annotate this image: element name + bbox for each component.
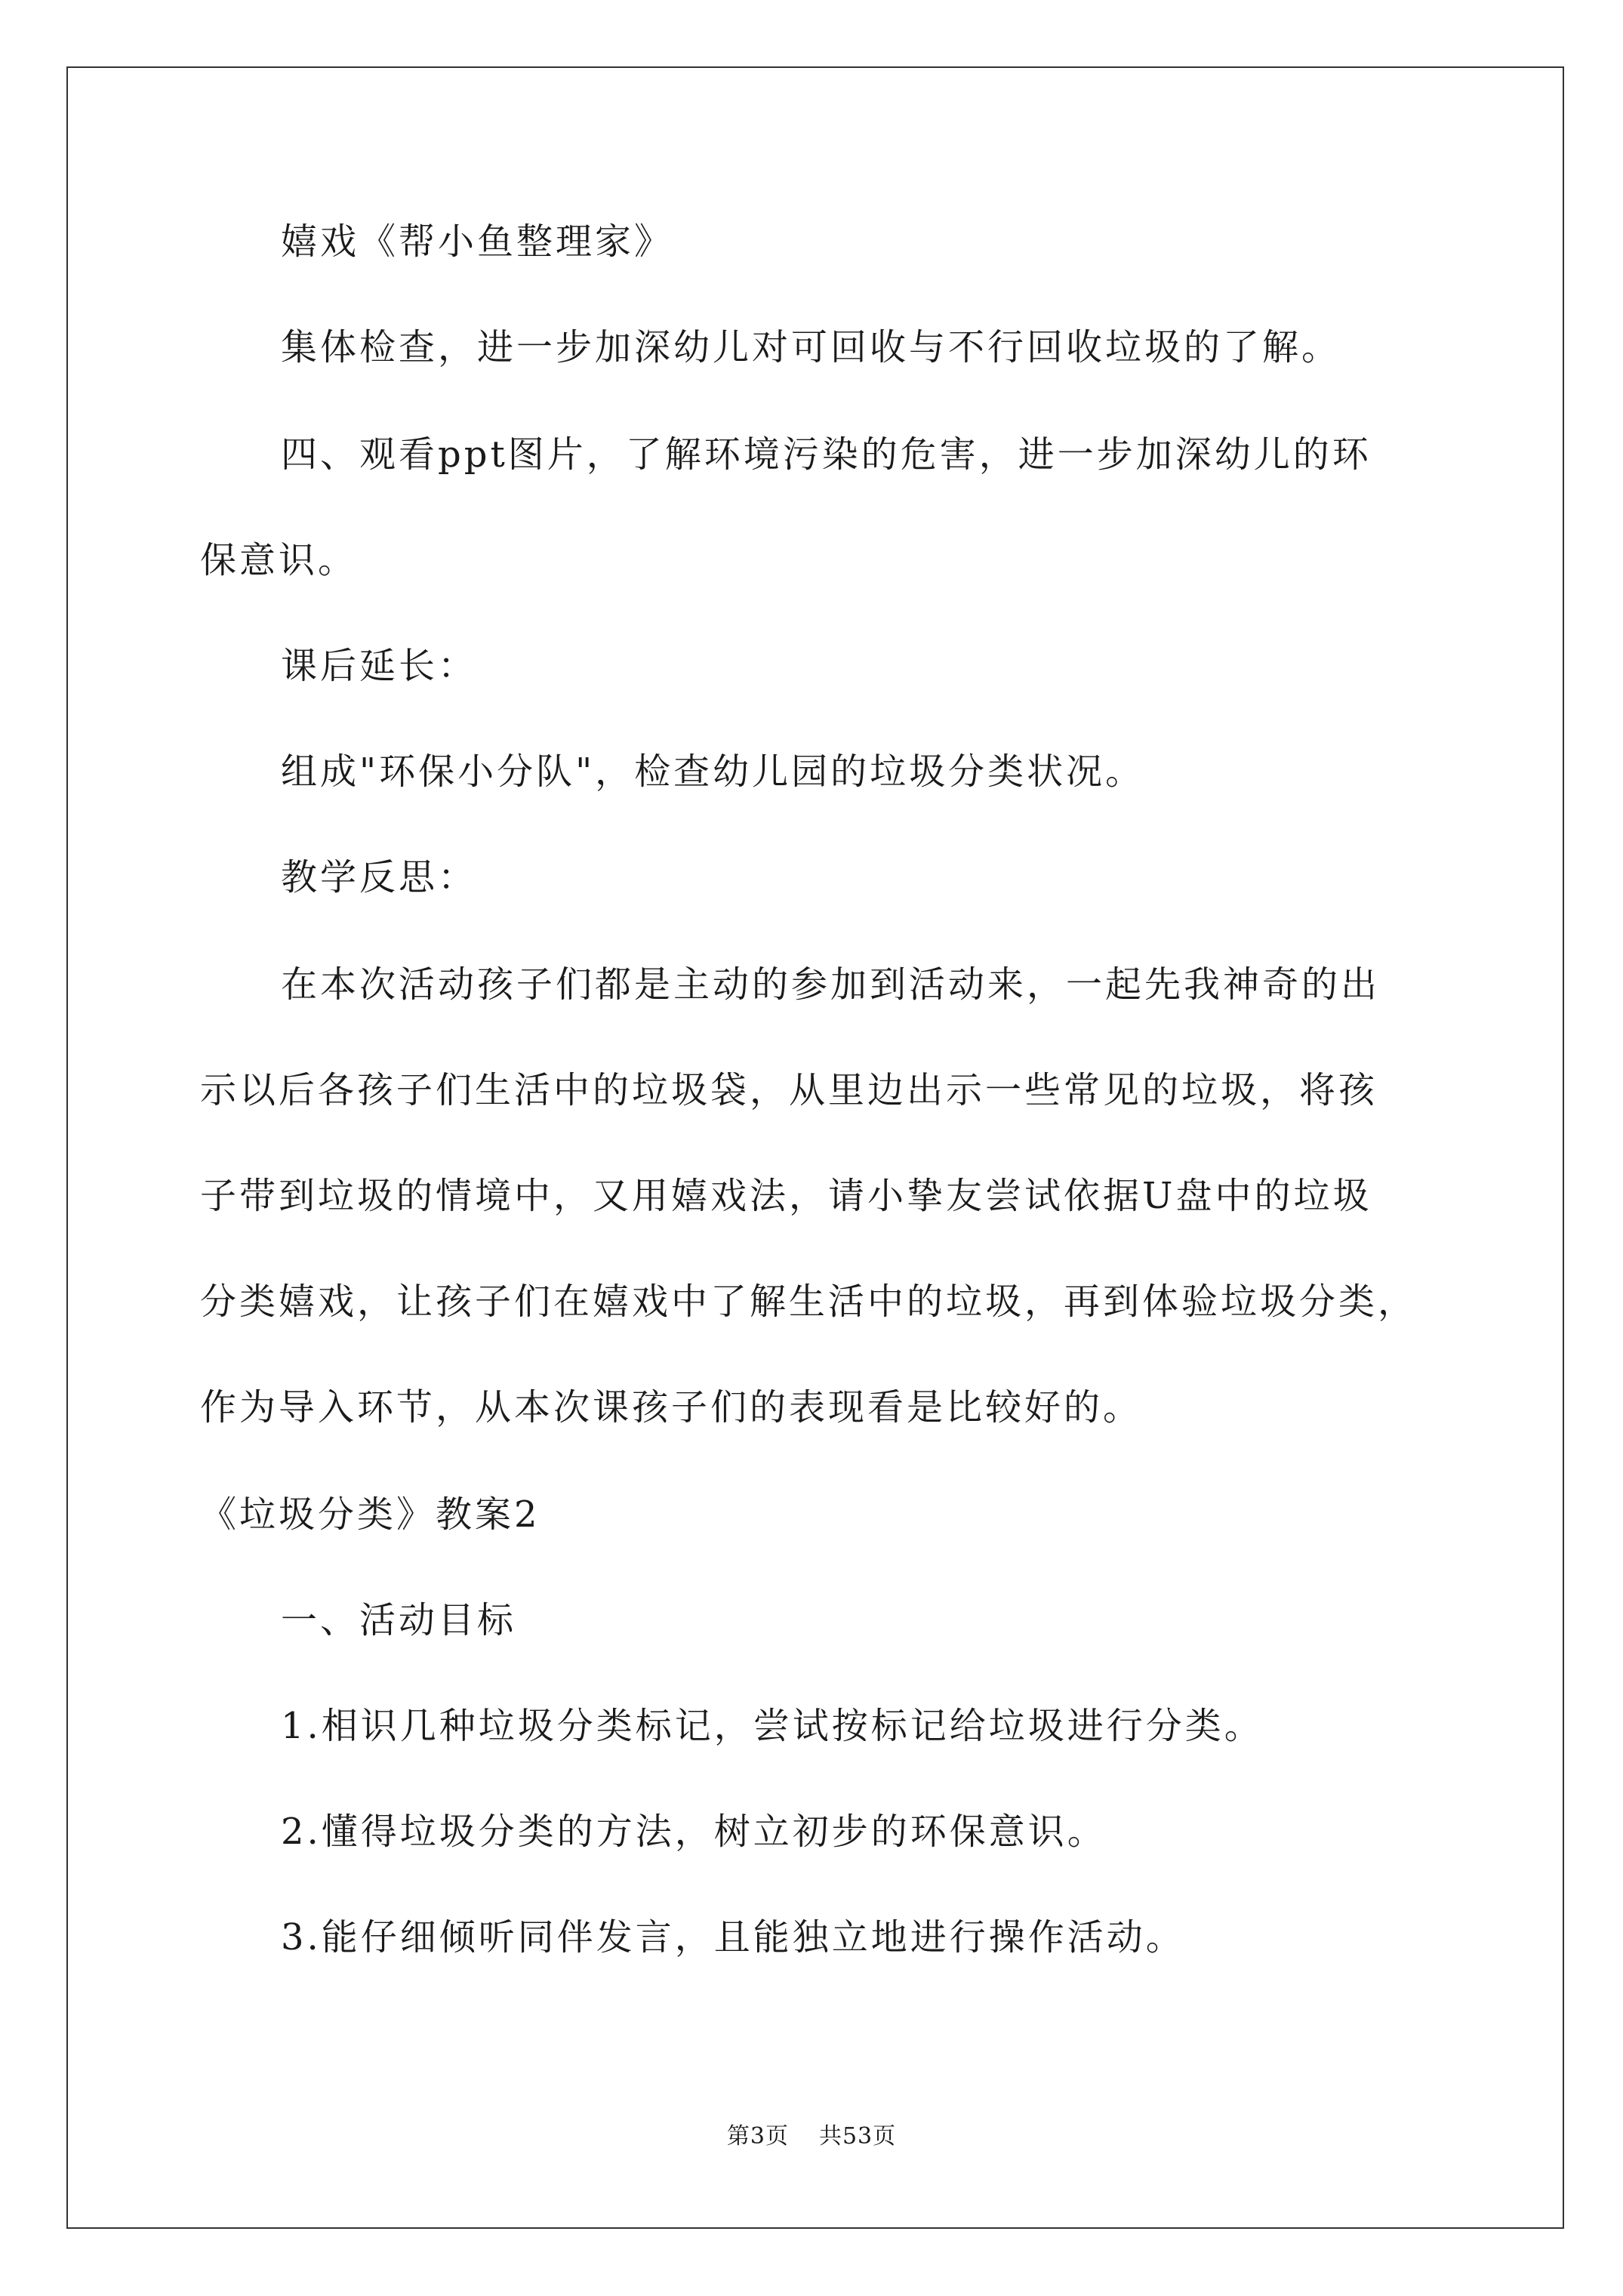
paragraph: 保意识。 [200, 539, 358, 581]
list-item: 1.相识几种垃圾分类标记，尝试按标记给垃圾进行分类。 [281, 1705, 1264, 1747]
paragraph: 集体检查，进一步加深幼儿对可回收与不行回收垃圾的了解。 [281, 326, 1341, 368]
page-footer [0, 2122, 1623, 2152]
list-item: 2.懂得垃圾分类的方法，树立初步的环保意识。 [281, 1811, 1107, 1853]
paragraph: 嬉戏《帮小鱼整理家》 [281, 220, 674, 263]
paragraph: 教学反思： [281, 856, 478, 898]
paragraph: 一、活动目标 [281, 1599, 517, 1641]
paragraph: 示以后各孩子们生活中的垃圾袋，从里边出示一些常见的垃圾，将孩 [200, 1069, 1378, 1111]
page-number-total: 共53页 [818, 2123, 897, 2150]
paragraph: 在本次活动孩子们都是主动的参加到活动来，一起先我神奇的出 [281, 963, 1381, 1006]
paragraph: 四、观看ppt图片，了解环境污染的危害，进一步加深幼儿的环 [281, 433, 1372, 476]
paragraph: 课后延长： [281, 645, 478, 687]
paragraph: 子带到垃圾的情境中，又用嬉戏法，请小挚友尝试依据U盘中的垃圾 [200, 1175, 1372, 1217]
page-border [66, 66, 1564, 2229]
paragraph: 组成"环保小分队"，检查幼儿园的垃圾分类状况。 [281, 750, 1145, 793]
section-heading: 《垃圾分类》教案2 [200, 1493, 540, 1536]
paragraph: 作为导入环节，从本次课孩子们的表现看是比较好的。 [200, 1386, 1143, 1428]
paragraph: 分类嬉戏，让孩子们在嬉戏中了解生活中的垃圾，再到体验垃圾分类， [200, 1281, 1418, 1323]
page-number-current: 第3页 [726, 2123, 789, 2150]
list-item: 3.能仔细倾听同伴发言，且能独立地进行操作活动。 [281, 1916, 1185, 1959]
